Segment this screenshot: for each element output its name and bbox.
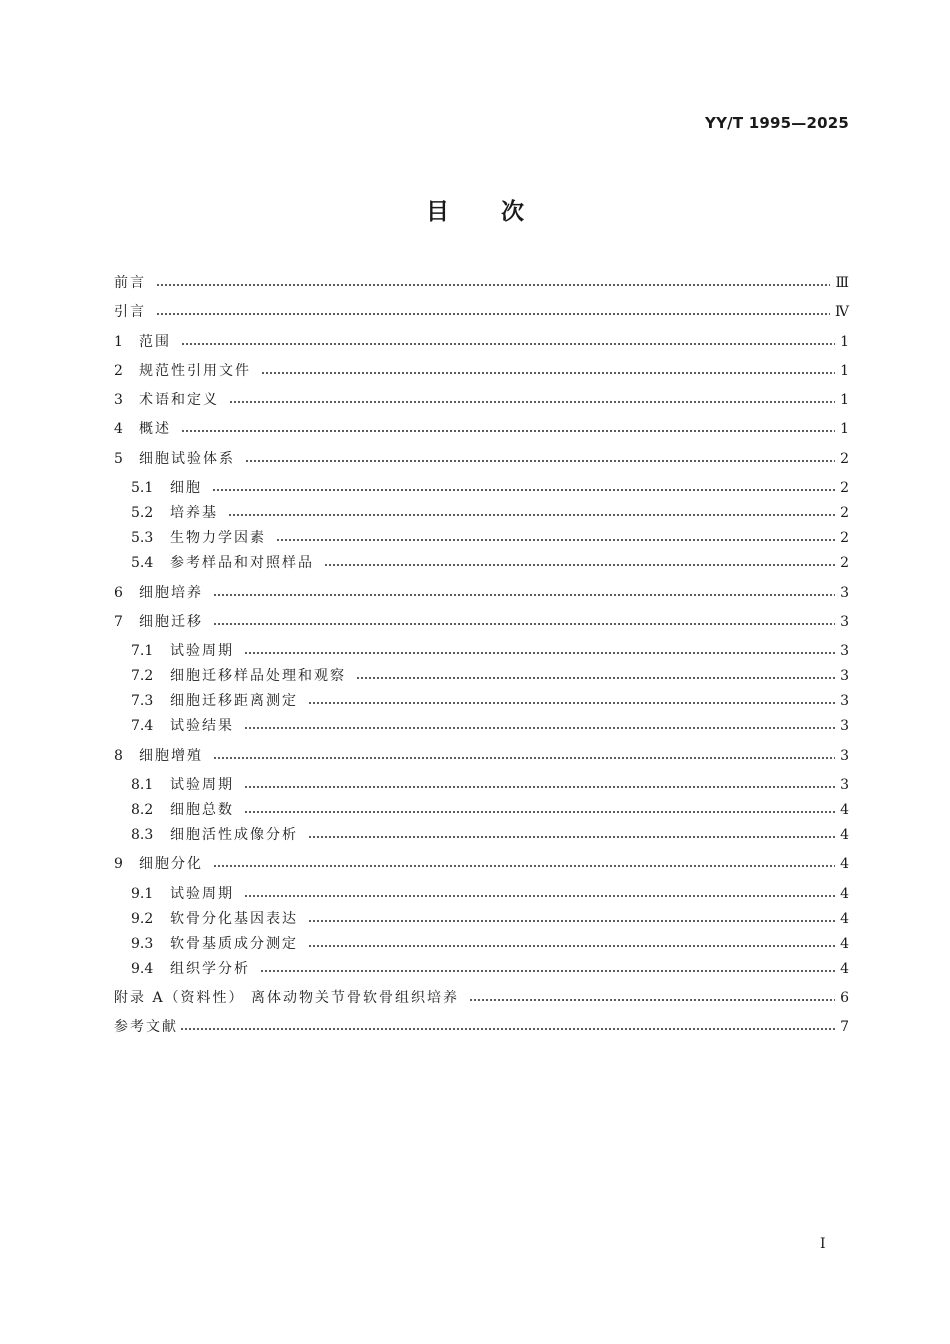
leader-dots (261, 372, 835, 374)
toc-entry-label: 细胞活性成像分析 (170, 827, 298, 843)
toc-entry-9-1[interactable] (131, 884, 849, 904)
toc-entry-page: 3 (840, 693, 849, 709)
toc-entry-label: 细胞培养 (139, 585, 203, 601)
leader-dots (469, 999, 835, 1001)
toc-entry-number: 7.4 (131, 718, 154, 734)
leader-dots (308, 836, 835, 838)
toc-entry-label: 试验周期 (170, 886, 234, 902)
toc-entry-label: 细胞迁移距离测定 (170, 693, 298, 709)
toc-entry-1[interactable] (114, 332, 849, 352)
toc-entry-label: 参考样品和对照样品 (170, 555, 314, 571)
leader-dots (228, 514, 835, 516)
toc-entry-page: 4 (840, 856, 849, 872)
toc-entry-9-4[interactable] (131, 959, 849, 979)
toc-entry-number: 5 (114, 451, 123, 467)
toc-entry-page: 7 (840, 1019, 849, 1035)
leader-dots (260, 970, 835, 972)
toc-entry-number: 9.2 (131, 911, 154, 927)
toc-entry-page: 2 (840, 555, 849, 571)
leader-dots (245, 460, 835, 462)
toc-entry-label: 参考文献 (114, 1019, 178, 1035)
toc-entry-page: 2 (840, 480, 849, 496)
toc-entry-number: 7 (114, 614, 123, 630)
toc-entry-label: 软骨分化基因表达 (170, 911, 298, 927)
leader-dots (308, 702, 835, 704)
toc-entry-label: 组织学分析 (170, 961, 250, 977)
toc-entry-number: 8.2 (131, 802, 154, 818)
toc-entry-label: 细胞迁移 (139, 614, 203, 630)
toc-entry-label: 生物力学因素 (170, 530, 266, 546)
toc-entry-page: Ⅲ (835, 275, 849, 291)
toc-entry-page: 3 (840, 668, 849, 684)
toc-entry-page: 1 (840, 392, 849, 408)
toc-entry-number: 3 (114, 392, 123, 408)
leader-dots (213, 865, 835, 867)
toc-entry-page: 3 (840, 718, 849, 734)
toc-entry-label: 引言 (114, 304, 146, 320)
page-title (0, 193, 950, 226)
toc-entry-page: 4 (840, 936, 849, 952)
toc-entry-5-3[interactable] (131, 528, 849, 548)
toc-entry-label: 细胞试验体系 (139, 451, 235, 467)
footer-page-number: I (820, 1236, 826, 1252)
toc-entry-number: 1 (114, 334, 123, 350)
leader-dots (156, 313, 830, 315)
toc-entry-label: 软骨基质成分测定 (170, 936, 298, 952)
leader-dots (244, 652, 835, 654)
toc-entry-number: 7.1 (131, 643, 154, 659)
toc-entry-number: 7.3 (131, 693, 154, 709)
toc-entry-9-2[interactable] (131, 909, 849, 929)
toc-entry-5-2[interactable] (131, 503, 849, 523)
toc-entry-number: 4 (114, 421, 123, 437)
leader-dots (308, 920, 835, 922)
toc-entry-number: 9.1 (131, 886, 154, 902)
toc-entry-number: 8 (114, 748, 123, 764)
toc-entry-label: 试验周期 (170, 777, 234, 793)
toc-entry-page: Ⅳ (835, 304, 849, 320)
leader-dots (276, 539, 835, 541)
toc-entry-page: 3 (840, 777, 849, 793)
toc-entry-number: 2 (114, 363, 123, 379)
toc-entry-number: 9.4 (131, 961, 154, 977)
toc-entry-number: 9.3 (131, 936, 154, 952)
toc-entry-label: 前言 (114, 275, 146, 291)
toc-entry-page: 3 (840, 614, 849, 630)
toc-entry-page: 4 (840, 961, 849, 977)
toc-entry-7[interactable] (114, 612, 849, 632)
leader-dots (181, 343, 835, 345)
leader-dots (244, 895, 835, 897)
toc-entry-3[interactable] (114, 390, 849, 410)
standard-code: YY/T 1995—2025 (705, 114, 849, 132)
toc-entry-page: 4 (840, 886, 849, 902)
toc-entry-number: 5.3 (131, 530, 154, 546)
leader-dots (324, 564, 835, 566)
toc-entry-8-1[interactable] (131, 775, 849, 795)
toc-entry-label: 细胞分化 (139, 856, 203, 872)
toc-entry-page: 4 (840, 827, 849, 843)
toc-entry-label: 规范性引用文件 (139, 363, 251, 379)
leader-dots (181, 430, 835, 432)
toc-entry-label: 范围 (139, 334, 171, 350)
toc-entry-label: 术语和定义 (139, 392, 219, 408)
leader-dots (213, 594, 835, 596)
toc-entry-label: 试验结果 (170, 718, 234, 734)
toc-entry-label: 细胞增殖 (139, 748, 203, 764)
toc-entry-foreword[interactable] (114, 273, 849, 293)
title-char-1: 目 (426, 199, 449, 225)
leader-dots (356, 677, 835, 679)
toc-entry-number: 5.1 (131, 480, 154, 496)
toc-entry-bibliography[interactable] (114, 1017, 849, 1037)
leader-dots (244, 727, 835, 729)
toc-entry-page: 1 (840, 363, 849, 379)
toc-entry-annex-a[interactable] (114, 988, 849, 1008)
leader-dots (156, 284, 830, 286)
toc-entry-5[interactable] (114, 449, 849, 469)
toc-entry-label: 细胞迁移样品处理和观察 (170, 668, 346, 684)
toc-entry-number: 8.3 (131, 827, 154, 843)
toc-entry-page: 1 (840, 334, 849, 350)
toc-entry-label: 附录 A（资料性） 离体动物关节骨软骨组织培养 (114, 990, 460, 1006)
toc-entry-page: 3 (840, 643, 849, 659)
toc-entry-5-1[interactable] (131, 478, 849, 498)
toc-entry-page: 4 (840, 911, 849, 927)
toc-entry-number: 6 (114, 585, 123, 601)
toc-entry-page: 4 (840, 802, 849, 818)
toc-entry-number: 7.2 (131, 668, 154, 684)
toc-entry-page: 2 (840, 451, 849, 467)
toc-entry-label: 细胞总数 (170, 802, 234, 818)
toc-entry-introduction[interactable] (114, 302, 849, 322)
toc-entry-4[interactable] (114, 419, 849, 439)
toc-entry-5-4[interactable] (131, 553, 849, 573)
title-char-2: 次 (501, 199, 524, 225)
toc-entry-label: 试验周期 (170, 643, 234, 659)
toc-entry-page: 2 (840, 505, 849, 521)
toc-entry-number: 5.2 (131, 505, 154, 521)
toc-entry-label: 细胞 (170, 480, 202, 496)
toc-entry-page: 3 (840, 748, 849, 764)
toc-entry-7-3[interactable] (131, 691, 849, 711)
toc-entry-page: 2 (840, 530, 849, 546)
toc-entry-9[interactable] (114, 854, 849, 874)
leader-dots (229, 401, 835, 403)
toc-entry-8-3[interactable] (131, 825, 849, 845)
toc-entry-7-1[interactable] (131, 641, 849, 661)
toc-entry-7-4[interactable] (131, 716, 849, 736)
leader-dots (244, 811, 835, 813)
toc-entry-8[interactable] (114, 746, 849, 766)
leader-dots (213, 757, 835, 759)
toc-entry-page: 3 (840, 585, 849, 601)
toc-entry-number: 9 (114, 856, 123, 872)
toc-entry-6[interactable] (114, 583, 849, 603)
leader-dots (212, 489, 835, 491)
toc-entry-number: 8.1 (131, 777, 154, 793)
toc-entry-number: 5.4 (131, 555, 154, 571)
toc-entry-2[interactable] (114, 361, 849, 381)
toc-entry-label: 培养基 (170, 505, 218, 521)
toc-entry-9-3[interactable] (131, 934, 849, 954)
toc-entry-page: 1 (840, 421, 849, 437)
leader-dots (244, 786, 835, 788)
toc-entry-label: 概述 (139, 421, 171, 437)
toc-entry-page: 6 (840, 990, 849, 1006)
leader-dots (180, 1028, 835, 1030)
toc-entry-7-2[interactable] (131, 666, 849, 686)
leader-dots (213, 623, 835, 625)
leader-dots (308, 945, 835, 947)
toc-entry-8-2[interactable] (131, 800, 849, 820)
